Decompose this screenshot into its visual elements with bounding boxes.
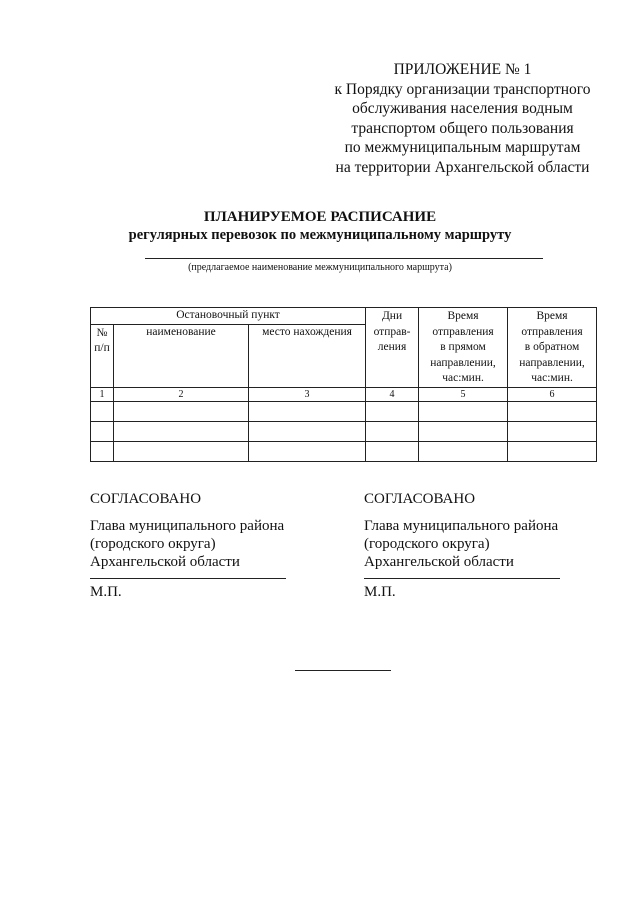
table-cell[interactable] (91, 421, 114, 441)
table-cell[interactable] (114, 441, 249, 461)
header-location: место нахождения (249, 324, 366, 387)
table-cell[interactable] (249, 401, 366, 421)
header-forward-time: Время отправления в прямом направлении, час:мин. (419, 308, 508, 388)
table-cell[interactable] (114, 401, 249, 421)
header-days: Дни отправ- ления (366, 308, 419, 388)
table-row (91, 421, 597, 441)
table-cell[interactable] (508, 421, 597, 441)
appendix-line: транспортом общего пользования (351, 119, 574, 137)
table-cell[interactable] (249, 441, 366, 461)
appendix-line: к Порядку организации транспортного (334, 80, 591, 98)
column-number: 4 (366, 387, 419, 401)
column-number: 5 (419, 387, 508, 401)
document-title (0, 208, 640, 244)
header-number: № п/п (91, 324, 114, 387)
signatory-line: (городского округа) (90, 536, 216, 552)
appendix-line: обслуживания населения водным (352, 100, 573, 117)
table-cell[interactable] (249, 421, 366, 441)
table-row (91, 441, 597, 461)
header-name: наименование (114, 324, 249, 387)
appendix-line: на территории Архангельской области (335, 158, 590, 176)
appendix-header (330, 60, 595, 177)
end-of-document-line (295, 670, 391, 671)
appendix-title: ПРИЛОЖЕНИЕ № 1 (393, 61, 532, 78)
appendix-line: по межмуниципальным маршрутам (344, 139, 581, 156)
header-backward-time: Время отправления в обратном направлении, час:мин. (508, 308, 597, 388)
signatory-line: (городского округа) (364, 536, 490, 552)
column-number: 2 (114, 387, 249, 401)
signatory-line: Архангельской области (364, 554, 514, 570)
table-row (91, 401, 597, 421)
column-number: 6 (508, 387, 597, 401)
document-title-main: ПЛАНИРУЕМОЕ РАСПИСАНИЕ (203, 209, 437, 225)
signatory-line: Глава муниципального района (90, 518, 285, 534)
signatory-line: Архангельской области (90, 554, 240, 570)
header-stop-point: Остановочный пункт (91, 308, 366, 325)
table-cell[interactable] (366, 401, 419, 421)
column-number: 3 (249, 387, 366, 401)
route-name-caption: (предлагаемое наименование межмуниципального маршрута) (188, 262, 452, 273)
agreed-label: СОГЛАСОВАНО (90, 491, 202, 507)
column-number: 1 (91, 387, 114, 401)
seal-place-label: М.П. (364, 578, 560, 601)
table-number-row (91, 387, 597, 401)
document-title-sub: регулярных перевозок по межмуниципальному маршруту (128, 227, 512, 243)
table-cell[interactable] (419, 421, 508, 441)
approval-block-right (364, 490, 560, 601)
table-cell[interactable] (91, 401, 114, 421)
table-cell[interactable] (114, 421, 249, 441)
table-cell[interactable] (419, 401, 508, 421)
route-name-line (145, 258, 543, 259)
table-cell[interactable] (366, 441, 419, 461)
table-cell[interactable] (508, 401, 597, 421)
schedule-table (90, 307, 597, 462)
approval-block-left (90, 490, 286, 601)
agreed-label: СОГЛАСОВАНО (364, 491, 476, 507)
table-cell[interactable] (508, 441, 597, 461)
signatory-line: Глава муниципального района (364, 518, 559, 534)
table-cell[interactable] (91, 441, 114, 461)
table-cell[interactable] (419, 441, 508, 461)
table-cell[interactable] (366, 421, 419, 441)
seal-place-label: М.П. (90, 578, 286, 601)
table-header-row (91, 308, 597, 325)
